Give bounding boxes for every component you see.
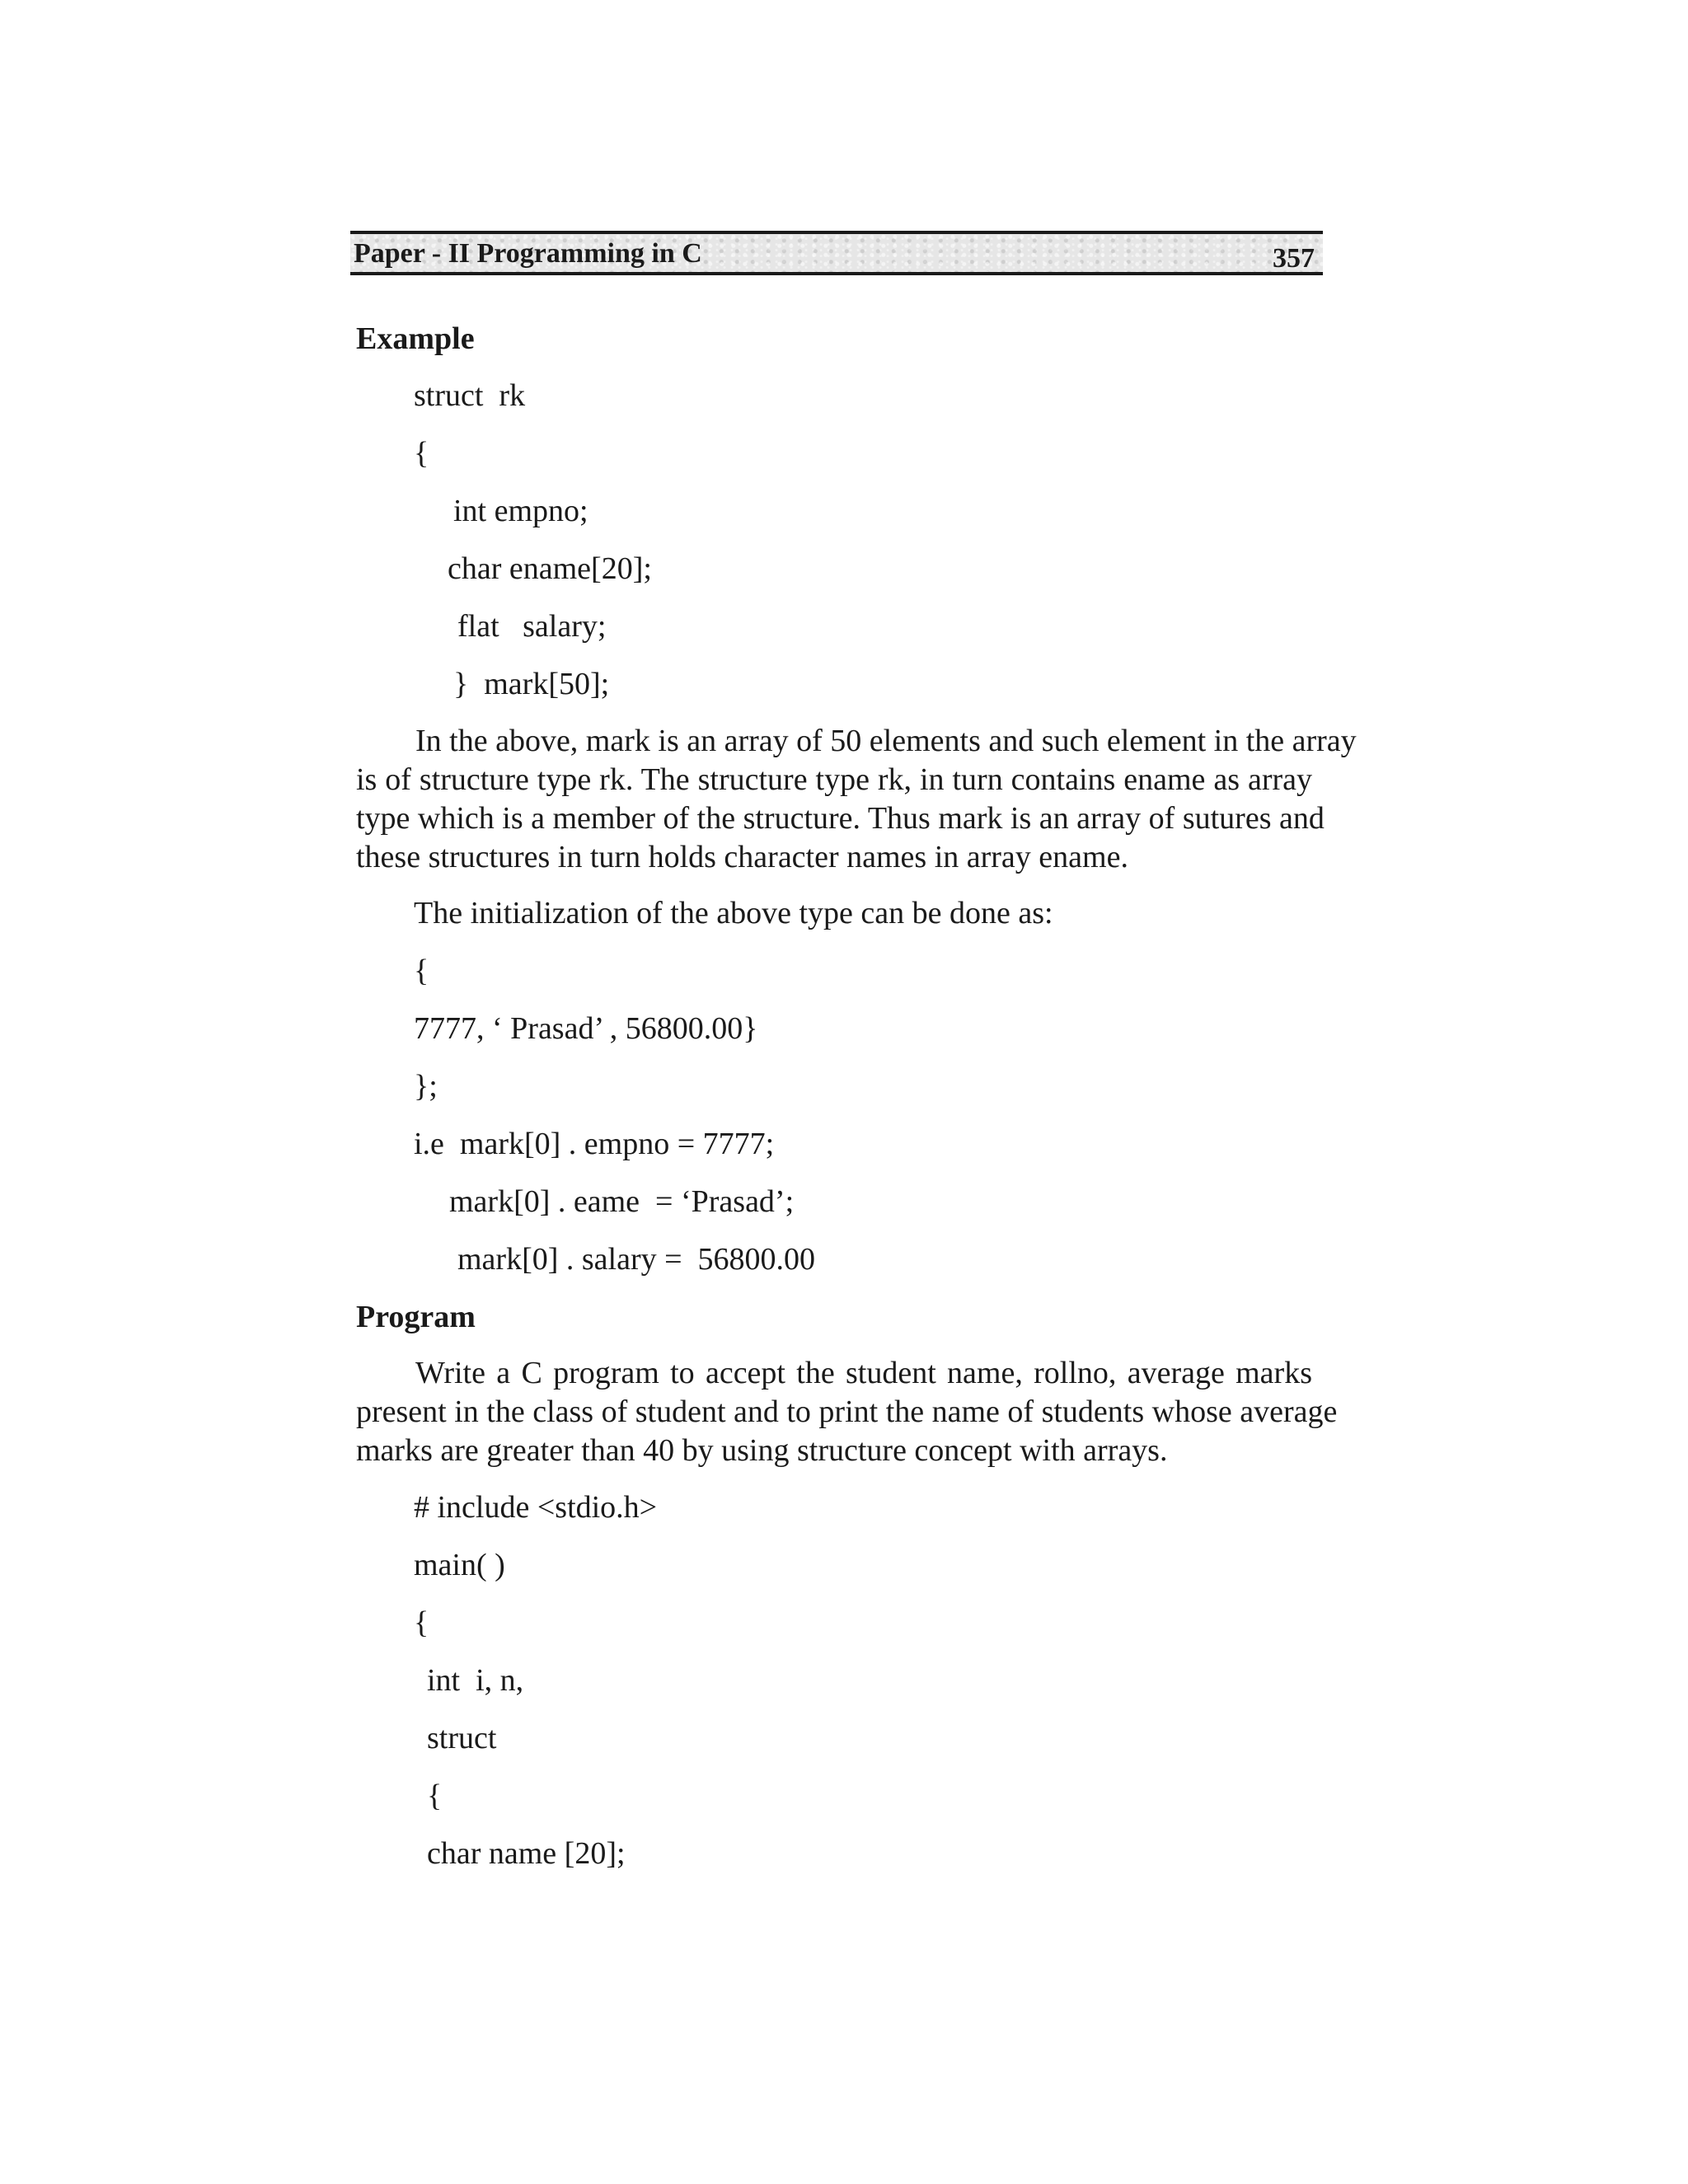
paragraph-line: these structures in turn holds character names in array ename.: [356, 840, 1128, 874]
code-line: {: [414, 1605, 429, 1640]
code-line: i.e mark[0] . empno = 7777;: [414, 1127, 775, 1161]
code-line: 7777, ‘ Prasad’ , 56800.00}: [414, 1011, 758, 1046]
paragraph-line: marks are greater than 40 by using structure concept with arrays.: [356, 1433, 1168, 1468]
program-description: [356, 1354, 1338, 1470]
code-line: {: [427, 1779, 443, 1813]
code-line: struct: [427, 1721, 497, 1755]
code-line: {: [414, 436, 429, 471]
code-line: int empno;: [453, 494, 588, 528]
init-intro: The initialization of the above type can be done as:: [414, 896, 1053, 930]
explanation-paragraph: [356, 722, 1357, 877]
paragraph-line: present in the class of student and to print the name of students whose average: [356, 1394, 1338, 1429]
code-line: mark[0] . salary = 56800.00: [457, 1242, 816, 1277]
code-line: # include <stdio.h>: [414, 1490, 658, 1525]
paragraph-line: Write a C program to accept the student name, rollno, average marks: [415, 1356, 1312, 1390]
code-line: char name [20];: [427, 1836, 626, 1871]
header-title: Paper - II Programming in C: [354, 238, 702, 269]
section-heading-program: Program: [356, 1300, 476, 1334]
code-line: };: [414, 1069, 438, 1104]
code-line: } mark[50];: [453, 667, 610, 701]
code-line: struct rk: [414, 378, 526, 413]
running-header: [350, 231, 1323, 275]
paragraph-line: In the above, mark is an array of 50 elements and such element in the array: [415, 724, 1357, 758]
section-heading-example: Example: [356, 321, 475, 356]
code-line: main( ): [414, 1548, 505, 1582]
page-number: 357: [1273, 243, 1315, 274]
code-line: char ename[20];: [448, 551, 652, 586]
code-line: {: [414, 954, 429, 988]
code-line: mark[0] . eame = ‘Prasad’;: [449, 1184, 795, 1219]
code-line: int i, n,: [427, 1663, 524, 1698]
paragraph-line: type which is a member of the structure. Thus mark is an array of sutures and: [356, 801, 1325, 836]
paragraph-line: is of structure type rk. The structure type rk, in turn contains ename as array: [356, 762, 1312, 797]
code-line: flat salary;: [457, 609, 607, 644]
